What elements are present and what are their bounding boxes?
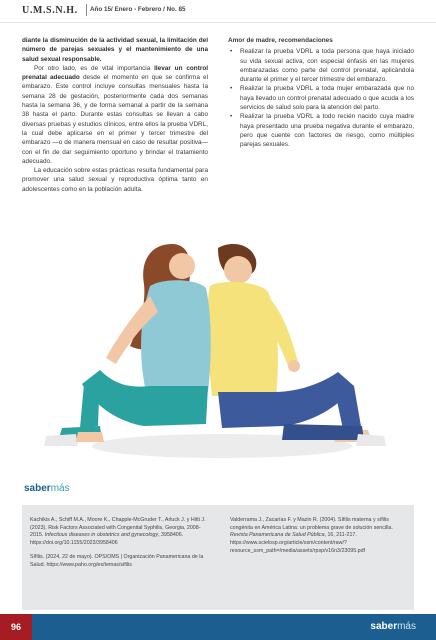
header-separator [86,4,87,16]
reference-item: Sífilis. (2024, 22 de mayo). OPS/OMS | Organización Panamericana de la Salud. https://www.paho.org/es/temas/sifilis [30,553,204,568]
reference-item [230,517,406,556]
reference-item [30,517,206,548]
references-right [230,517,406,562]
page-header [0,0,436,22]
italic-run: Revista Panamericana de Salud Pública [230,532,325,539]
section-title: Amor de madre, recomendaciones [228,37,333,44]
list-item [228,112,414,149]
list-item [228,47,414,84]
bullet-icon: • [230,85,233,93]
couple-illustration [22,236,414,466]
list-item-text: Realizar la prueba VDRL a toda persona que haya iniciado su vida sexual activa, con especial énfasis en las mujeres embarazadas como parte del control prenatal, aplicándola durante el primer y el tercer trimestre del embarazo. [240,48,414,84]
list-item-text: Realizar la prueba VDRL a toda mujer embarazada que no haya llevado un control prenatal adecuado o que acuda a los servicios de salud solo para la atención del parto. [240,85,414,112]
page-footer [0,614,436,640]
bold-run: diante la disminución de la actividad sexual, la limitación del número de parejas sexuales y el mantenimiento de una salud sexual responsable. [22,37,208,63]
italic-run: Infectious diseases in obstetrics and gynecology [44,532,159,539]
bullet-icon: • [230,48,233,56]
text-run: Por otro lado, es de vital importancia [34,64,155,72]
journal-brand: U.M.S.N.H. [22,5,78,16]
right-column [228,36,414,150]
list-item-text: Realizar la prueba VDRL a todo recién nacido cuya madre haya presentado una prueba negativa durante el embarazo, pero que cuente con factores de riesgo, como múltiples parejas sexuales. [240,113,414,149]
recommendation-list [228,47,414,149]
left-column [22,36,208,194]
references-box [22,505,414,610]
left-paragraph-2 [22,64,208,166]
list-item [228,84,414,112]
text-run: Valderrama J., Zacarías F. y Mazin R. (2004). Sífilis materna y sífilis congénita en América Latina: un problema grave de solución sencilla. [230,517,393,531]
bold-run: llevar un control prenatal adecuado [22,64,208,82]
references-left [30,517,206,575]
footer-logo-a: saber [370,621,398,632]
text-run: , 16, 211-217. https://www.scielosp.org/article/ssm/content/raw/?resource_ssm_path=/media/assets/rpsp/v16n3/23095.pdf [230,532,366,554]
footer-logo-b: más [397,621,416,632]
bullet-icon: • [230,113,233,121]
logo-text-b: más [50,483,70,494]
text-run: desde el momento en que se confirma el embarazo. Este control incluye consultas mensuales hasta la semana 28 de gestación, posteriormente cada dos semanas hasta la semana 36, y de forma semanal a partir de la semana 38 hasta el parto. Durante estas consultas se llevan a cabo diversas pruebas y estudios clínicos, entre ellos la prueba VDRL, la cual debe aplicarse en el primer y tercer trimestre del embarazo —o de manera mensual en caso de resultar positiva— con el fin de dar seguimiento oportuno y brindar el tratamiento adecuado. [22,74,209,165]
logo-text [24,483,70,494]
header-rule [0,22,436,23]
left-paragraph-3: La educación sobre estas prácticas resulta fundamental para promover una salud sexual y reproductiva óptima tanto en adolescentes como en la población adulta. [22,167,208,193]
left-paragraph-1 [22,36,208,64]
logo-text-a: saber [24,483,51,494]
sabermas-logo [24,479,104,499]
text-run: , 3958406. https://doi.org/10.1155/2023/3958406 [30,532,184,547]
text-run: Kachikis A., Schiff M.A., Moore K., Chapple-McGruder T., Arluck J. y Hitti J. (2023). Risk Factors Associated with Congenital Syphilis, Georgia, 2008-2015. [30,517,206,539]
page-number: 96 [0,614,32,640]
issue-info: Año 15/ Enero - Febrero / No. 85 [90,6,186,13]
footer-logo [370,621,416,632]
